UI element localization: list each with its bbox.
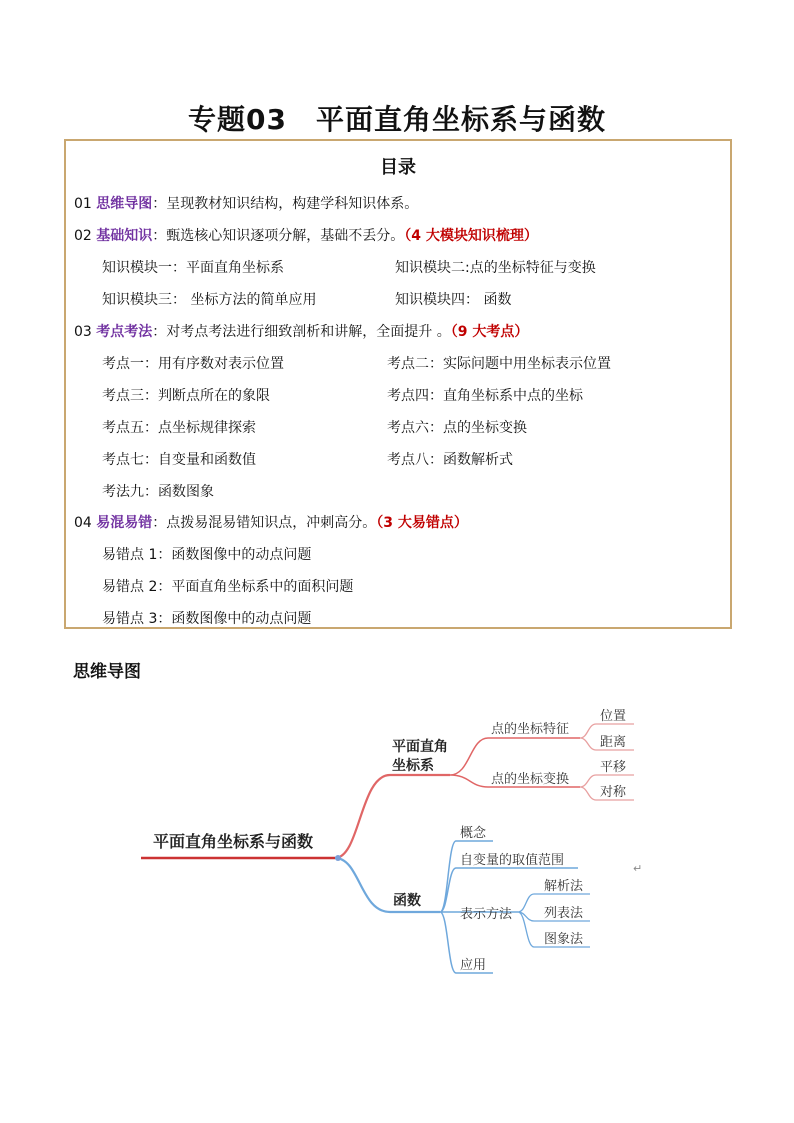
module-item: 知识模块三： 坐标方法的简单应用	[102, 292, 317, 308]
node-application: 应用	[460, 958, 487, 973]
paragraph-return-mark: ↵	[633, 862, 643, 875]
node-point-transform: 点的坐标变换	[491, 772, 570, 787]
toc-section-01-label: 思维导图	[96, 196, 153, 212]
toc-section-04-label: 易混易错	[96, 515, 153, 531]
toc-section-03-label: 考点考法	[96, 324, 153, 340]
kaodian-item: 考点八：函数解析式	[387, 452, 513, 468]
leaf-position: 位置	[600, 709, 627, 724]
toc-section-04: 04 易混易错：点拨易混易错知识点，冲刺高分。（3 大易错点）	[74, 515, 468, 531]
toc-section-03: 03 考点考法：对考点考法进行细致剖析和讲解，全面提升 。（9 大考点）	[74, 324, 529, 340]
node-domain: 自变量的取值范围	[460, 853, 565, 868]
toc-heading: 目录	[380, 157, 416, 178]
module-item: 知识模块二:点的坐标特征与变换	[395, 260, 596, 276]
error-item: 易错点 3：函数图像中的动点问题	[102, 611, 312, 627]
root-junction	[335, 855, 341, 861]
branch2-label: 函数	[393, 893, 421, 909]
kaodian-item: 考点六：点的坐标变换	[387, 420, 527, 436]
kaodian-item: 考点七：自变量和函数值	[102, 452, 256, 468]
toc-section-04-note: （3 大易错点）	[376, 515, 468, 531]
branch1-connector	[335, 775, 450, 858]
toc-section-02-note: （4 大模块知识梳理）	[404, 228, 538, 244]
leaf-symmetry: 对称	[600, 785, 627, 800]
kaodian-item: 考法九：函数图象	[102, 484, 214, 500]
root-node: 平面直角坐标系与函数	[153, 832, 314, 851]
leaf-distance: 距离	[600, 735, 627, 750]
kaodian-item: 考点五：点坐标规律探索	[102, 420, 256, 436]
kaodian-item: 考点三：判断点所在的象限	[102, 388, 270, 404]
mind-map	[0, 690, 794, 990]
error-item: 易错点 2：平面直角坐标系中的面积问题	[102, 579, 354, 595]
branch1-label-line2: 坐标系	[392, 758, 434, 774]
module-item: 知识模块一：平面直角坐标系	[102, 260, 284, 276]
module-item: 知识模块四： 函数	[395, 292, 512, 308]
section-title-mindmap: 思维导图	[73, 662, 141, 682]
leaf-analytic: 解析法	[544, 879, 584, 894]
toc-section-03-note: （9 大考点）	[450, 324, 529, 340]
toc-section-01: 01 思维导图：呈现教材知识结构，构建学科知识体系。	[74, 196, 419, 212]
leaf-table: 列表法	[544, 906, 584, 921]
node-point-features: 点的坐标特征	[491, 722, 570, 737]
leaf-graph: 图象法	[544, 932, 584, 947]
leaf-translation: 平移	[600, 760, 627, 775]
error-item: 易错点 1：函数图像中的动点问题	[102, 547, 312, 563]
kaodian-item: 考点二：实际问题中用坐标表示位置	[387, 356, 611, 372]
node-concept: 概念	[460, 826, 487, 841]
page-title: 专题03 平面直角坐标系与函数	[188, 103, 606, 136]
branch2-connector	[335, 858, 440, 912]
kaodian-item: 考点四：直角坐标系中点的坐标	[387, 388, 583, 404]
kaodian-item: 考点一：用有序数对表示位置	[102, 356, 284, 372]
branch1-label-line1: 平面直角	[392, 739, 448, 755]
toc-section-02-label: 基础知识	[96, 228, 153, 244]
toc-section-02: 02 基础知识：甄选核心知识逐项分解，基础不丢分。（4 大模块知识梳理）	[74, 228, 538, 244]
table-of-contents	[64, 139, 732, 629]
node-representation: 表示方法	[460, 907, 513, 922]
